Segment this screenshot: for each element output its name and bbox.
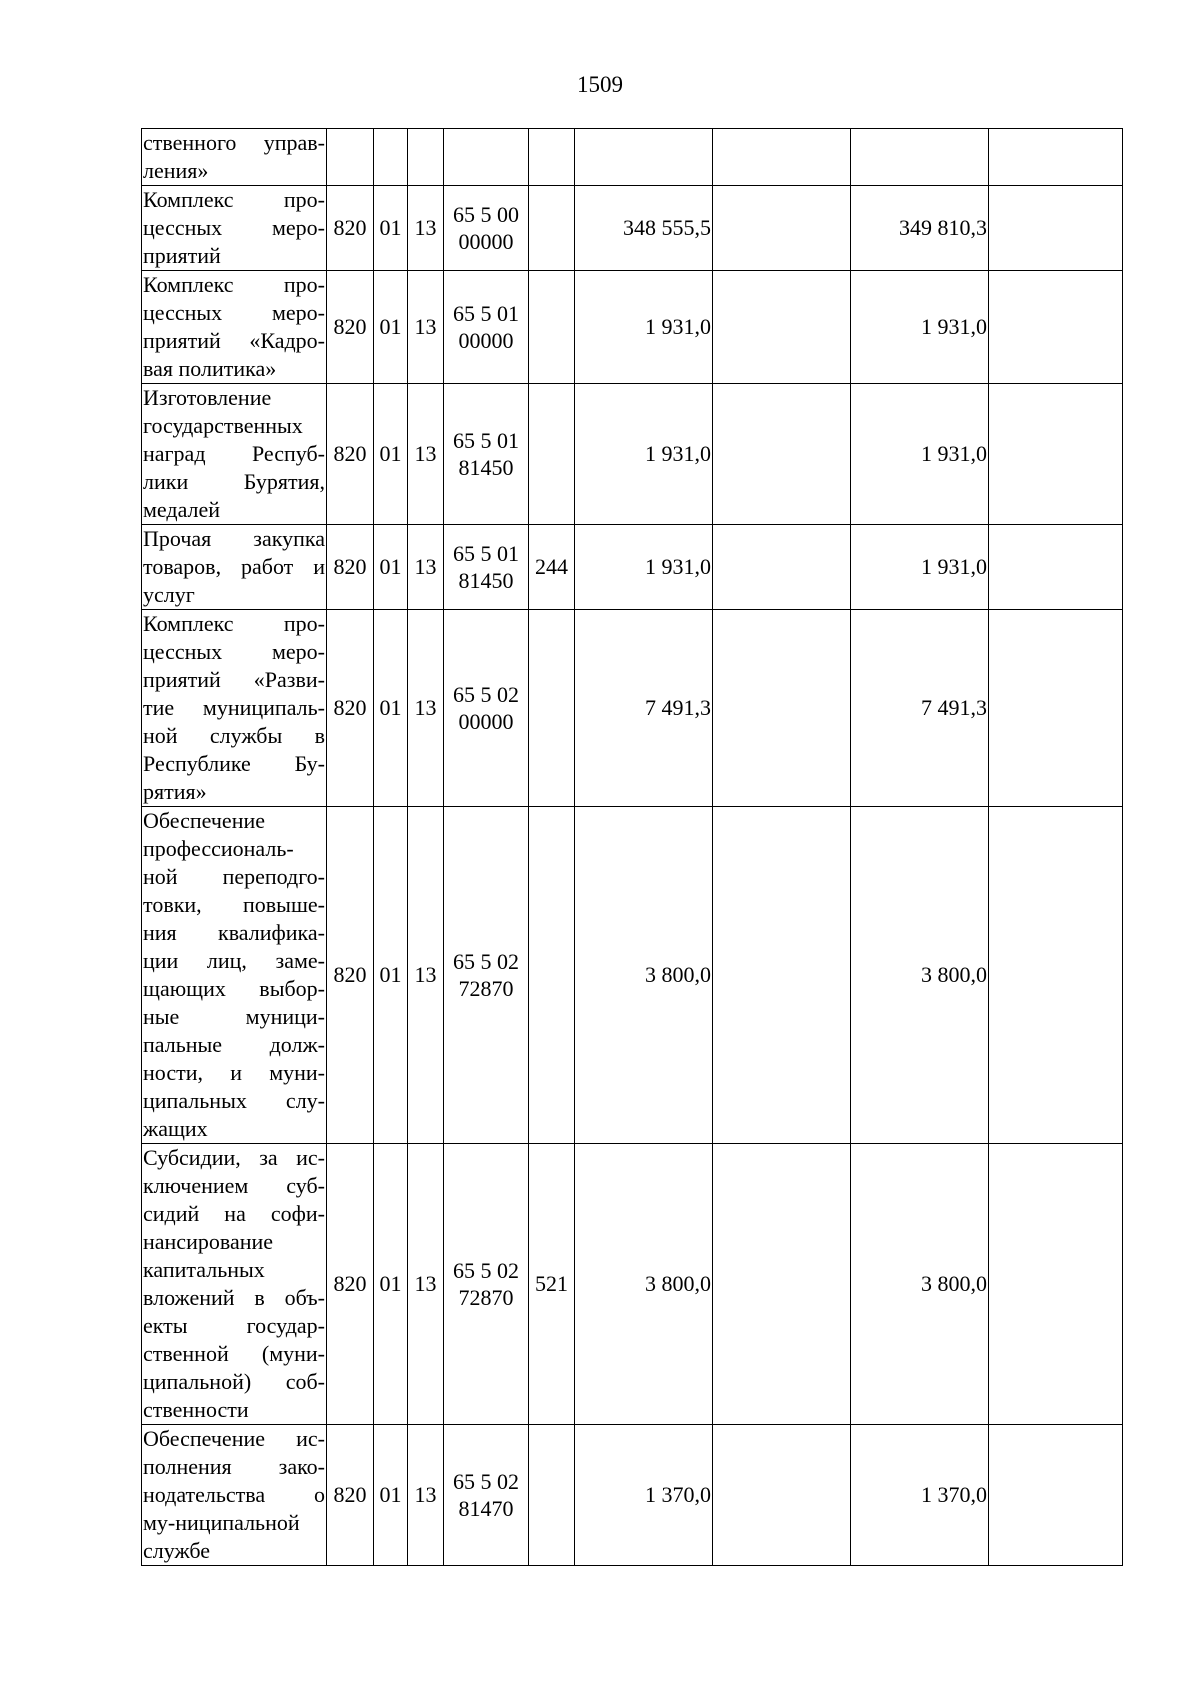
amount-1: 3 800,0 xyxy=(575,1144,713,1425)
empty-cell xyxy=(989,610,1123,807)
amount-2 xyxy=(713,525,851,610)
subsection-code: 13 xyxy=(408,1144,444,1425)
description-line: ные муници- xyxy=(143,1004,325,1029)
description-line: цессных меро- xyxy=(143,639,325,664)
subsection-code: 13 xyxy=(408,271,444,384)
description-line: екты государ- xyxy=(143,1313,325,1338)
row-description xyxy=(142,384,327,525)
subsection-code: 13 xyxy=(408,525,444,610)
table-row xyxy=(142,610,1123,807)
description-line: Субсидии, за ис- xyxy=(143,1145,325,1170)
row-description xyxy=(142,610,327,807)
description-line: Республике Бу- xyxy=(143,751,325,776)
section-code: 01 xyxy=(374,610,408,807)
amount-2 xyxy=(713,129,851,186)
row-description xyxy=(142,525,327,610)
description-line: Прочая закупка xyxy=(143,526,325,551)
glava-code: 820 xyxy=(327,1144,374,1425)
empty-cell xyxy=(989,1144,1123,1425)
description-line: капитальных xyxy=(143,1257,265,1282)
table-row xyxy=(142,186,1123,271)
description-line: товаров, работ и xyxy=(143,554,325,579)
description-line: Обеспечение ис- xyxy=(143,1426,325,1451)
empty-cell xyxy=(989,129,1123,186)
target-article-part: 65 5 02 xyxy=(453,949,519,974)
row-description xyxy=(142,186,327,271)
amount-3 xyxy=(851,129,989,186)
glava-code: 820 xyxy=(327,610,374,807)
target-article-part: 72870 xyxy=(458,976,514,1001)
target-article-code xyxy=(444,525,529,610)
target-article-part: 81470 xyxy=(458,1496,514,1521)
amount-3: 7 491,3 xyxy=(851,610,989,807)
description-line: наград Респуб- xyxy=(143,441,325,466)
amount-1 xyxy=(575,129,713,186)
target-article-code xyxy=(444,271,529,384)
section-code: 01 xyxy=(374,807,408,1144)
target-article-part: 81450 xyxy=(458,455,514,480)
amount-2 xyxy=(713,186,851,271)
table-row xyxy=(142,807,1123,1144)
description-line: Обеспечение xyxy=(143,808,265,833)
description-line: нодательства о xyxy=(143,1482,325,1507)
subsection-code: 13 xyxy=(408,186,444,271)
table-body xyxy=(142,129,1123,1566)
description-line: ципальной) соб- xyxy=(143,1369,325,1394)
expense-type-code xyxy=(529,384,575,525)
description-line: ственного управ- xyxy=(143,130,325,155)
description-line: щающих выбор- xyxy=(143,976,325,1001)
section-code xyxy=(374,129,408,186)
description-line: ственности xyxy=(143,1397,249,1422)
description-line: услуг xyxy=(143,582,195,607)
section-code: 01 xyxy=(374,186,408,271)
description-line: Изготовление xyxy=(143,385,272,410)
table-row xyxy=(142,271,1123,384)
description-line: ключением суб- xyxy=(143,1173,325,1198)
description-line: ной переподго- xyxy=(143,864,325,889)
glava-code: 820 xyxy=(327,525,374,610)
description-line: нансирование xyxy=(143,1229,274,1254)
target-article-part: 00000 xyxy=(458,328,514,353)
empty-cell xyxy=(989,271,1123,384)
description-line: ственной (муни- xyxy=(143,1341,325,1366)
description-line: му-ниципальной xyxy=(143,1510,300,1535)
target-article-code xyxy=(444,1144,529,1425)
target-article-part: 65 5 01 xyxy=(453,428,519,453)
amount-1: 1 370,0 xyxy=(575,1425,713,1566)
description-line: медалей xyxy=(143,497,221,522)
empty-cell xyxy=(989,807,1123,1144)
amount-2 xyxy=(713,384,851,525)
description-line: ции лиц, заме- xyxy=(143,948,325,973)
table-row xyxy=(142,129,1123,186)
amount-2 xyxy=(713,271,851,384)
description-line: приятий «Разви- xyxy=(143,667,325,692)
expense-type-code: 244 xyxy=(529,525,575,610)
row-description xyxy=(142,271,327,384)
glava-code: 820 xyxy=(327,807,374,1144)
description-line: ния квалифика- xyxy=(143,920,325,945)
glava-code xyxy=(327,129,374,186)
description-line: лики Бурятия, xyxy=(143,469,325,494)
target-article-part: 65 5 02 xyxy=(453,1469,519,1494)
description-line: ности, и муни- xyxy=(143,1060,325,1085)
target-article-part: 65 5 02 xyxy=(453,1258,519,1283)
description-line: приятий xyxy=(143,243,221,268)
target-article-code xyxy=(444,807,529,1144)
amount-3: 1 370,0 xyxy=(851,1425,989,1566)
row-description xyxy=(142,129,327,186)
subsection-code: 13 xyxy=(408,807,444,1144)
empty-cell xyxy=(989,384,1123,525)
target-article-part: 65 5 01 xyxy=(453,301,519,326)
target-article-code xyxy=(444,610,529,807)
description-line: полнения зако- xyxy=(143,1454,325,1479)
description-line: государственных xyxy=(143,413,303,438)
description-line: службе xyxy=(143,1538,211,1563)
target-article-part: 00000 xyxy=(458,709,514,734)
amount-2 xyxy=(713,807,851,1144)
expense-type-code xyxy=(529,807,575,1144)
budget-table xyxy=(141,128,1123,1566)
row-description xyxy=(142,1144,327,1425)
target-article-part: 65 5 01 xyxy=(453,541,519,566)
section-code: 01 xyxy=(374,525,408,610)
subsection-code: 13 xyxy=(408,610,444,807)
amount-3: 3 800,0 xyxy=(851,807,989,1144)
expense-type-code xyxy=(529,271,575,384)
description-line: тие муниципаль- xyxy=(143,695,325,720)
table-row xyxy=(142,1425,1123,1566)
description-line: цессных меро- xyxy=(143,300,325,325)
subsection-code: 13 xyxy=(408,1425,444,1566)
amount-3: 1 931,0 xyxy=(851,525,989,610)
glava-code: 820 xyxy=(327,384,374,525)
glava-code: 820 xyxy=(327,186,374,271)
description-line: Комплекс про- xyxy=(143,611,325,636)
amount-1: 1 931,0 xyxy=(575,271,713,384)
target-article-part: 72870 xyxy=(458,1285,514,1310)
subsection-code xyxy=(408,129,444,186)
description-line: цессных меро- xyxy=(143,215,325,240)
amount-1: 348 555,5 xyxy=(575,186,713,271)
empty-cell xyxy=(989,1425,1123,1566)
subsection-code: 13 xyxy=(408,384,444,525)
description-line: Комплекс про- xyxy=(143,272,325,297)
description-line: ной службы в xyxy=(143,723,325,748)
empty-cell xyxy=(989,525,1123,610)
description-line: вложений в объ- xyxy=(143,1285,325,1310)
expense-type-code xyxy=(529,610,575,807)
section-code: 01 xyxy=(374,1144,408,1425)
amount-3: 349 810,3 xyxy=(851,186,989,271)
target-article-code xyxy=(444,384,529,525)
section-code: 01 xyxy=(374,384,408,525)
description-line: сидий на софи- xyxy=(143,1201,325,1226)
description-line: жащих xyxy=(143,1116,208,1141)
expense-type-code xyxy=(529,129,575,186)
description-line: ления» xyxy=(143,158,209,183)
table-row xyxy=(142,525,1123,610)
amount-2 xyxy=(713,1425,851,1566)
target-article-code xyxy=(444,1425,529,1566)
target-article-part: 00000 xyxy=(458,229,514,254)
amount-3: 1 931,0 xyxy=(851,271,989,384)
amount-1: 7 491,3 xyxy=(575,610,713,807)
target-article-code xyxy=(444,186,529,271)
description-line: рятия» xyxy=(143,779,207,804)
amount-1: 1 931,0 xyxy=(575,384,713,525)
description-line: вая политика» xyxy=(143,356,277,381)
glava-code: 820 xyxy=(327,1425,374,1566)
expense-type-code xyxy=(529,186,575,271)
table-row xyxy=(142,384,1123,525)
page-number: 1509 xyxy=(577,72,623,97)
amount-1: 1 931,0 xyxy=(575,525,713,610)
expense-type-code xyxy=(529,1425,575,1566)
amount-3: 1 931,0 xyxy=(851,384,989,525)
description-line: Комплекс про- xyxy=(143,187,325,212)
row-description xyxy=(142,1425,327,1566)
description-line: ципальных слу- xyxy=(143,1088,325,1113)
amount-2 xyxy=(713,610,851,807)
target-article-part: 81450 xyxy=(458,568,514,593)
description-line: профессиональ- xyxy=(143,836,294,861)
target-article-code xyxy=(444,129,529,186)
description-line: товки, повыше- xyxy=(143,892,325,917)
target-article-part: 65 5 00 xyxy=(453,202,519,227)
glava-code: 820 xyxy=(327,271,374,384)
amount-2 xyxy=(713,1144,851,1425)
section-code: 01 xyxy=(374,271,408,384)
description-line: пальные долж- xyxy=(143,1032,325,1057)
amount-1: 3 800,0 xyxy=(575,807,713,1144)
target-article-part: 65 5 02 xyxy=(453,682,519,707)
amount-3: 3 800,0 xyxy=(851,1144,989,1425)
row-description xyxy=(142,807,327,1144)
section-code: 01 xyxy=(374,1425,408,1566)
description-line: приятий «Кадро- xyxy=(143,328,325,353)
expense-type-code: 521 xyxy=(529,1144,575,1425)
table-row xyxy=(142,1144,1123,1425)
empty-cell xyxy=(989,186,1123,271)
